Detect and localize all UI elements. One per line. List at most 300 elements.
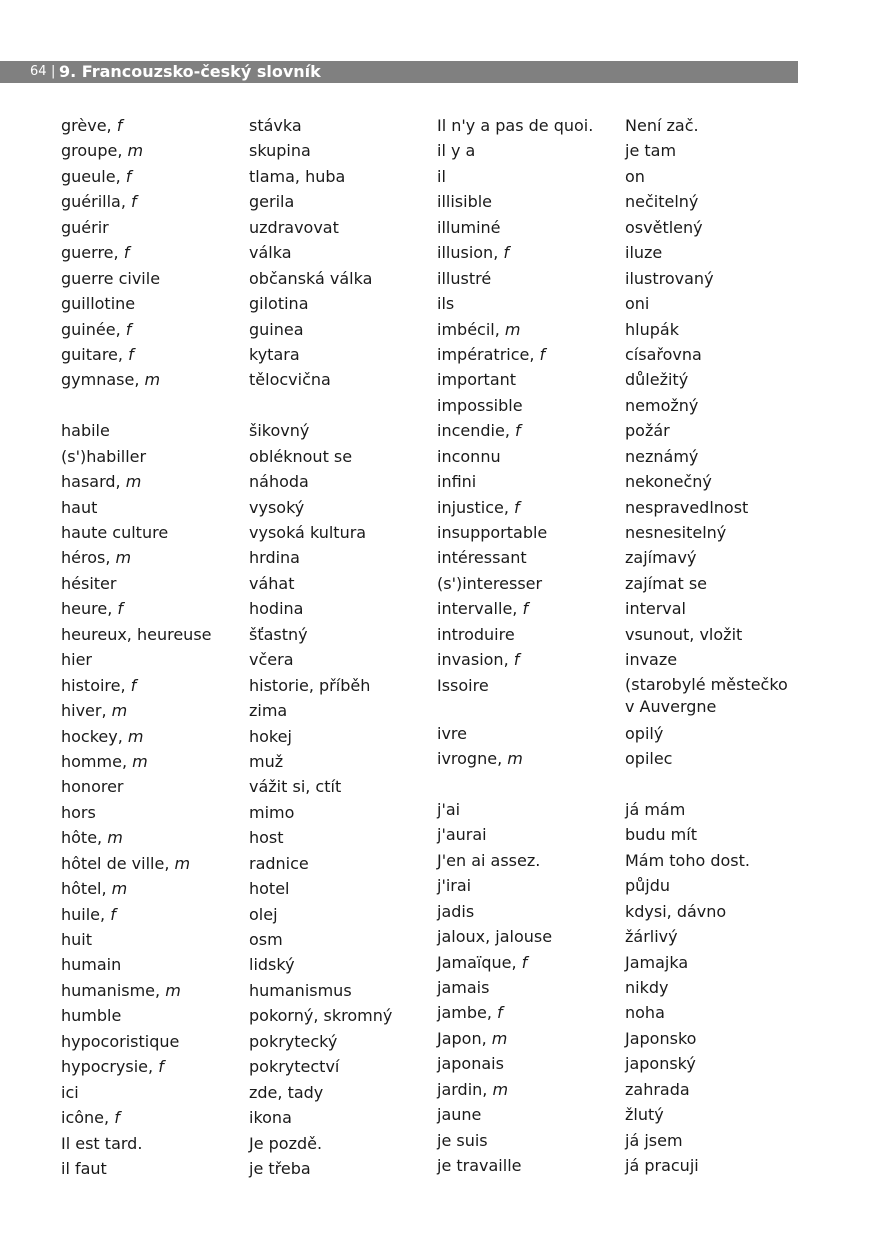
gender-marker: m — [111, 879, 128, 899]
entry-french — [61, 1029, 212, 1054]
entry-french — [61, 291, 212, 316]
entry-czech — [249, 367, 392, 392]
czech-translation: já mám — [625, 799, 686, 819]
french-word: guitare — [61, 344, 118, 364]
entry-czech — [625, 673, 795, 721]
entry-czech — [249, 571, 392, 596]
french-column-right — [437, 113, 593, 1179]
czech-translation: hotel — [249, 879, 290, 899]
entry-czech — [249, 189, 392, 214]
czech-translation: noha — [625, 1003, 665, 1023]
czech-translation: zajímavý — [625, 548, 697, 568]
entry-czech — [249, 1080, 392, 1105]
czech-translation: tělocvična — [249, 370, 331, 390]
entry-czech — [249, 851, 392, 876]
french-word: haute culture — [61, 523, 169, 542]
entry-french — [61, 215, 212, 240]
czech-translation: ikona — [249, 1108, 292, 1128]
entry-czech — [249, 342, 392, 367]
entry-czech — [249, 927, 392, 952]
entry-french: humanisme, m — [61, 980, 181, 1000]
czech-translation: oni — [625, 294, 650, 314]
entry-czech — [249, 622, 392, 647]
gender-marker: m — [507, 749, 523, 769]
entry-french — [437, 924, 593, 949]
entry-french: imbécil, m — [437, 319, 521, 339]
french-word: huile — [61, 904, 101, 924]
gender-marker: f — [513, 650, 520, 670]
gender-marker: m — [491, 1028, 508, 1048]
entry-czech — [249, 113, 392, 138]
entry-french — [61, 647, 212, 672]
french-word: intervalle — [437, 599, 513, 619]
entry-czech — [249, 876, 392, 901]
czech-translation: hodina — [249, 599, 304, 619]
czech-translation: já pracuji — [625, 1156, 699, 1176]
french-word: guillotine — [61, 294, 136, 314]
entry-czech — [625, 495, 795, 520]
entry-french — [437, 113, 593, 138]
french-word: guerre — [61, 243, 114, 263]
french-word: histoire — [61, 675, 121, 695]
entry-french — [437, 1128, 593, 1153]
french-word: grève — [61, 116, 107, 135]
entry-french — [437, 545, 593, 570]
entry-french: histoire, f — [61, 675, 137, 695]
entry-spacer — [625, 772, 795, 797]
entry-czech — [249, 825, 392, 850]
czech-translation: uzdravovat — [249, 217, 339, 237]
entry-czech — [625, 1026, 795, 1051]
entry-french — [437, 721, 593, 746]
czech-translation: japonský — [625, 1054, 696, 1074]
gender-marker: f — [522, 599, 529, 619]
french-word: ivrogne — [437, 749, 498, 769]
french-word: inconnu — [437, 446, 501, 466]
czech-translation: osm — [249, 930, 283, 949]
french-word: illisible — [437, 192, 493, 212]
entry-french: guinée, f — [61, 319, 132, 339]
entry-spacer — [61, 393, 212, 418]
czech-translation: Mám toho dost. — [625, 850, 750, 870]
gender-marker: f — [114, 1108, 120, 1128]
entry-czech — [625, 571, 795, 596]
gender-marker: m — [492, 1079, 509, 1099]
entry-french: hockey, m — [61, 726, 144, 746]
entry-french: ivrogne, m — [437, 749, 523, 769]
czech-translation: vysoký — [249, 497, 305, 517]
czech-translation: guinea — [249, 319, 304, 339]
entry-czech — [625, 317, 795, 342]
entry-french — [61, 520, 212, 545]
entry-french — [437, 291, 593, 316]
french-word: guérir — [61, 217, 109, 237]
french-word: j'aurai — [437, 825, 487, 845]
entry-czech — [625, 797, 795, 822]
entry-czech — [249, 317, 392, 342]
entry-czech — [625, 342, 795, 367]
entry-french — [437, 189, 593, 214]
entry-czech — [249, 749, 392, 774]
page-header-bar — [0, 61, 798, 83]
entry-french — [437, 469, 593, 494]
entry-czech — [249, 1105, 392, 1130]
czech-translation: náhoda — [249, 472, 309, 492]
gender-marker: m — [132, 751, 148, 771]
french-word: j'ai — [437, 799, 461, 819]
entry-czech — [625, 721, 795, 746]
entry-french — [437, 266, 593, 291]
entry-czech — [249, 164, 392, 189]
czech-translation: nesnesitelný — [625, 523, 727, 542]
entry-czech — [249, 698, 392, 723]
gender-marker: m — [125, 472, 142, 492]
french-word: jardin — [437, 1079, 483, 1099]
french-word: Japon — [437, 1028, 482, 1048]
french-word: hypocrysie — [61, 1057, 149, 1077]
entry-french: intervalle, f — [437, 599, 529, 619]
entry-czech — [625, 189, 795, 214]
french-word: imbécil — [437, 319, 495, 339]
french-word: il — [437, 166, 446, 186]
entry-french — [437, 393, 593, 418]
entry-french: incendie, f — [437, 421, 521, 441]
french-word: il y a — [437, 141, 476, 161]
entry-czech — [625, 924, 795, 949]
czech-translation: on — [625, 166, 645, 186]
czech-translation: lidský — [249, 955, 295, 975]
entry-french: huile, f — [61, 904, 116, 924]
gender-marker: f — [117, 599, 124, 619]
entry-french: hôte, m — [61, 828, 123, 848]
entry-czech — [625, 622, 795, 647]
french-word: hypocoristique — [61, 1031, 180, 1051]
french-word: héros — [61, 548, 106, 568]
entry-czech — [625, 418, 795, 443]
entry-czech — [249, 1003, 392, 1028]
french-column-left — [61, 113, 212, 1181]
gender-marker: m — [107, 828, 123, 848]
entry-czech — [625, 291, 795, 316]
french-word: introduire — [437, 624, 515, 644]
french-word: humanisme — [61, 980, 156, 1000]
czech-translation: váhat — [249, 573, 295, 593]
entry-czech — [249, 1054, 392, 1079]
entry-czech — [249, 673, 392, 698]
entry-french — [437, 164, 593, 189]
czech-translation: iluze — [625, 243, 663, 263]
czech-translation: nespravedlnost — [625, 497, 749, 517]
french-word: jamais — [437, 978, 490, 997]
entry-french: hypocrysie, f — [61, 1057, 164, 1077]
entry-french: guérilla, f — [61, 192, 137, 212]
gender-marker: f — [116, 116, 123, 135]
french-word: Il n'y a pas de quoi. — [437, 116, 594, 135]
gender-marker: f — [128, 344, 134, 364]
gender-marker: f — [123, 243, 130, 263]
entry-french: heure, f — [61, 599, 124, 619]
czech-translation: císařovna — [625, 344, 702, 364]
gender-marker: m — [111, 701, 128, 721]
entry-czech — [625, 899, 795, 924]
gender-marker: m — [165, 980, 181, 1000]
entry-french — [437, 797, 593, 822]
czech-translation: já jsem — [625, 1130, 683, 1150]
french-word: jaloux, jalouse — [437, 927, 553, 947]
entry-french — [437, 975, 593, 1000]
french-word: hasard — [61, 472, 116, 492]
entry-czech — [249, 520, 392, 545]
entry-czech — [625, 950, 795, 975]
french-word: hors — [61, 802, 96, 822]
french-word: jambe — [437, 1003, 487, 1023]
french-word: heure — [61, 599, 108, 619]
gender-marker: f — [514, 421, 521, 441]
french-word: important — [437, 370, 517, 390]
czech-translation: vysoká kultura — [249, 523, 367, 542]
entry-czech — [625, 545, 795, 570]
french-word: Jamaïque — [437, 952, 512, 972]
entry-czech — [249, 902, 392, 927]
czech-translation: pokorný, skromný — [249, 1006, 393, 1026]
entry-czech — [249, 469, 392, 494]
entry-french: gymnase, m — [61, 370, 161, 390]
entry-french: homme, m — [61, 751, 148, 771]
french-word: hésiter — [61, 573, 117, 593]
entry-french — [61, 952, 212, 977]
entry-czech — [625, 647, 795, 672]
czech-translation: zajímat se — [625, 573, 708, 593]
entry-french: Jamaïque, f — [437, 952, 528, 972]
entry-czech — [625, 113, 795, 138]
gender-marker: f — [503, 243, 509, 263]
czech-translation: opilý — [625, 723, 664, 743]
french-word: hôtel de ville — [61, 853, 165, 873]
french-word: intéressant — [437, 548, 527, 568]
gender-marker: m — [115, 548, 132, 568]
czech-translation: stávka — [249, 116, 302, 135]
entry-french — [61, 266, 212, 291]
entry-french: guerre, f — [61, 243, 130, 263]
gender-marker: m — [504, 319, 521, 339]
czech-translation: půjdu — [625, 876, 671, 896]
gender-marker: f — [130, 675, 137, 695]
entry-french — [437, 873, 593, 898]
czech-column-left — [249, 113, 392, 1181]
entry-french — [437, 673, 593, 721]
entry-czech — [249, 978, 392, 1003]
czech-translation: Japonsko — [625, 1028, 697, 1048]
entry-french — [61, 1131, 212, 1156]
french-word: ils — [437, 294, 455, 314]
entry-czech — [625, 822, 795, 847]
french-word: invasion — [437, 650, 504, 670]
czech-translation: host — [249, 828, 284, 848]
czech-translation: mimo — [249, 802, 295, 822]
gender-marker: f — [125, 166, 132, 186]
czech-translation: pokrytectví — [249, 1057, 340, 1077]
french-word: habile — [61, 421, 110, 441]
gender-marker: m — [127, 141, 144, 161]
gender-marker: f — [131, 192, 137, 212]
entry-french — [437, 138, 593, 163]
french-word: hier — [61, 650, 93, 670]
french-word: J'en ai assez. — [437, 850, 541, 870]
entry-french — [437, 1153, 593, 1178]
entry-french: illusion, f — [437, 243, 509, 263]
french-word: je suis — [437, 1130, 488, 1150]
gender-marker: f — [125, 319, 132, 339]
entry-czech — [625, 469, 795, 494]
czech-translation: nekonečný — [625, 472, 712, 492]
entry-french — [61, 1156, 212, 1181]
entry-czech — [249, 800, 392, 825]
czech-translation: muž — [249, 751, 284, 771]
entry-czech — [249, 774, 392, 799]
czech-translation: Je pozdě. — [249, 1133, 323, 1153]
czech-translation: tlama, huba — [249, 166, 346, 186]
entry-czech — [249, 215, 392, 240]
czech-translation: hrdina — [249, 548, 300, 568]
czech-translation: Jamajka — [625, 952, 689, 972]
czech-translation: je třeba — [249, 1158, 311, 1178]
entry-czech — [249, 1029, 392, 1054]
french-word: impératrice — [437, 344, 530, 364]
czech-translation: humanismus — [249, 980, 352, 1000]
czech-translation: olej — [249, 904, 278, 924]
entry-french: icône, f — [61, 1108, 120, 1128]
entry-french — [61, 495, 212, 520]
entry-czech — [249, 138, 392, 163]
entry-spacer — [249, 393, 392, 418]
entry-czech — [249, 596, 392, 621]
czech-translation: šťastný — [249, 624, 308, 644]
french-word: insupportable — [437, 523, 548, 542]
entry-czech — [249, 1156, 392, 1181]
page-number: 64 — [30, 64, 47, 79]
entry-french: Japon, m — [437, 1028, 508, 1048]
french-word: il faut — [61, 1158, 107, 1178]
entry-czech — [625, 1153, 795, 1178]
czech-translation: radnice — [249, 853, 309, 873]
entry-czech — [625, 266, 795, 291]
entry-french — [61, 418, 212, 443]
french-word: hôte — [61, 828, 98, 848]
gender-marker: f — [110, 904, 116, 924]
entry-czech — [625, 367, 795, 392]
entry-french: jambe, f — [437, 1003, 503, 1023]
entry-czech — [249, 418, 392, 443]
czech-translation: hokej — [249, 726, 292, 746]
entry-french: impératrice, f — [437, 344, 546, 364]
entry-czech — [249, 724, 392, 749]
gender-marker: f — [514, 497, 520, 517]
entry-czech — [625, 520, 795, 545]
entry-french: hiver, m — [61, 701, 128, 721]
czech-translation: zde, tady — [249, 1082, 324, 1102]
entry-czech — [249, 444, 392, 469]
czech-translation: důležitý — [625, 370, 689, 390]
entry-french — [61, 622, 212, 647]
french-word: impossible — [437, 395, 523, 415]
entry-czech — [625, 746, 795, 771]
french-word: guérilla — [61, 192, 121, 212]
french-word: illusion — [437, 243, 494, 263]
french-word: hockey — [61, 726, 118, 746]
french-word: heureux, heureuse — [61, 624, 212, 644]
entry-french: groupe, m — [61, 141, 144, 161]
entry-czech — [625, 975, 795, 1000]
czech-translation: historie, příběh — [249, 675, 371, 695]
gender-marker: m — [127, 726, 144, 746]
french-word: guerre civile — [61, 268, 161, 288]
french-word: jaune — [437, 1105, 482, 1125]
entry-czech — [625, 1000, 795, 1025]
entry-french — [437, 571, 593, 596]
entry-french — [61, 1003, 212, 1028]
entry-french — [61, 1080, 212, 1105]
entry-french: hôtel, m — [61, 879, 128, 899]
entry-spacer — [437, 772, 593, 797]
czech-translation: vsunout, vložit — [625, 624, 743, 644]
entry-french — [61, 800, 212, 825]
czech-translation: gilotina — [249, 294, 309, 314]
entry-czech — [625, 393, 795, 418]
czech-translation: žlutý — [625, 1105, 664, 1125]
french-word: honorer — [61, 777, 124, 797]
czech-translation: nemožný — [625, 395, 699, 415]
entry-french: gueule, f — [61, 166, 132, 186]
czech-translation: zima — [249, 701, 288, 721]
czech-translation: ilustrovaný — [625, 268, 714, 288]
entry-french — [61, 774, 212, 799]
entry-french: jardin, m — [437, 1079, 509, 1099]
french-word: hôtel — [61, 879, 102, 899]
entry-czech — [625, 215, 795, 240]
czech-translation: nečitelný — [625, 192, 699, 212]
czech-translation: pokrytecký — [249, 1031, 338, 1051]
entry-french — [437, 444, 593, 469]
entry-czech — [625, 444, 795, 469]
czech-translation: nikdy — [625, 978, 669, 997]
french-word: jadis — [437, 901, 475, 921]
czech-translation: šikovný — [249, 421, 310, 441]
french-word: homme — [61, 751, 122, 771]
czech-translation: neznámý — [625, 446, 699, 466]
french-word: illustré — [437, 268, 492, 288]
entry-czech — [249, 952, 392, 977]
czech-column-right — [625, 113, 795, 1179]
gender-marker: f — [497, 1003, 503, 1023]
entry-french: héros, m — [61, 548, 132, 568]
czech-translation: osvětlený — [625, 217, 703, 237]
french-word: humain — [61, 955, 122, 975]
gender-marker: f — [521, 952, 528, 972]
czech-translation: (starobylé městečko v Auvergne — [625, 674, 788, 716]
entry-french — [437, 822, 593, 847]
french-word: (s')habiller — [61, 446, 147, 466]
french-word: guinée — [61, 319, 116, 339]
french-word: icône — [61, 1108, 105, 1128]
entry-french — [437, 1102, 593, 1127]
french-word: je travaille — [437, 1156, 522, 1176]
czech-translation: Není zač. — [625, 116, 699, 135]
czech-translation: vážit si, ctít — [249, 777, 342, 797]
french-word: groupe — [61, 141, 118, 161]
french-word: illuminé — [437, 217, 501, 237]
entry-czech — [249, 545, 392, 570]
french-word: huit — [61, 930, 92, 949]
